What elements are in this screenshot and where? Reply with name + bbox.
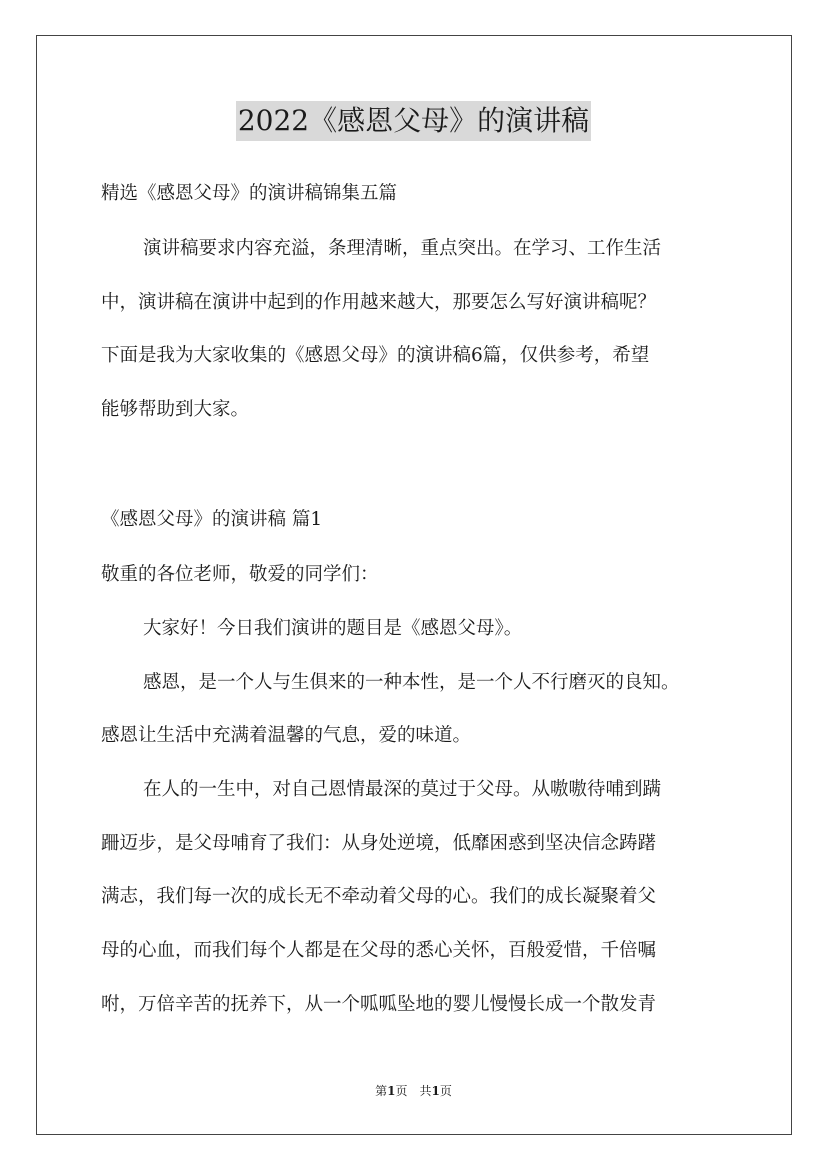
- greeting: 大家好！今日我们演讲的题目是《感恩父母》。: [143, 618, 523, 639]
- document-subtitle: 精选《感恩父母》的演讲稿锦集五篇: [101, 183, 398, 204]
- para2-line-1: 在人的一生中，对自己恩情最深的莫过于父母。从嗷嗷待哺到蹒: [143, 779, 662, 800]
- document-title: 2022《感恩父母》的演讲稿: [236, 101, 591, 141]
- page-current: 1: [387, 1084, 396, 1098]
- page-prefix: 第: [375, 1084, 388, 1098]
- section-heading: 《感恩父母》的演讲稿 篇1: [101, 509, 323, 530]
- intro-line-4: 能够帮助到大家。: [101, 399, 250, 420]
- intro-line-1: 演讲稿要求内容充溢，条理清晰，重点突出。在学习、工作生活: [143, 238, 662, 259]
- para1-line-1: 感恩，是一个人与生俱来的一种本性，是一个人不行磨灭的良知。: [143, 672, 680, 693]
- intro-line-3: 下面是我为大家收集的《感恩父母》的演讲稿6篇，仅供参考，希望: [101, 345, 650, 366]
- page-total: 1: [431, 1084, 440, 1098]
- page-mid: 页 共: [395, 1084, 432, 1098]
- title-container: [0, 101, 827, 141]
- page-footer: [0, 1083, 827, 1099]
- para2-line-3: 满志，我们每一次的成长无不牵动着父母的心。我们的成长凝聚着父: [101, 886, 657, 907]
- para1-line-2: 感恩让生活中充满着温馨的气息，爱的味道。: [101, 725, 472, 746]
- intro-line-2: 中，演讲稿在演讲中起到的作用越来越大，那要怎么写好演讲稿呢？: [101, 292, 657, 313]
- salutation: 敬重的各位老师，敬爱的同学们：: [101, 564, 379, 585]
- para2-line-4: 母的心血，而我们每个人都是在父母的悉心关怀，百般爱惜，千倍嘱: [101, 940, 657, 961]
- page-suffix: 页: [439, 1084, 452, 1098]
- para2-line-5: 咐，万倍辛苦的抚养下，从一个呱呱坠地的婴儿慢慢长成一个散发青: [101, 994, 657, 1015]
- para2-line-2: 跚迈步，是父母哺育了我们：从身处逆境，低靡困惑到坚决信念踌躇: [101, 833, 657, 854]
